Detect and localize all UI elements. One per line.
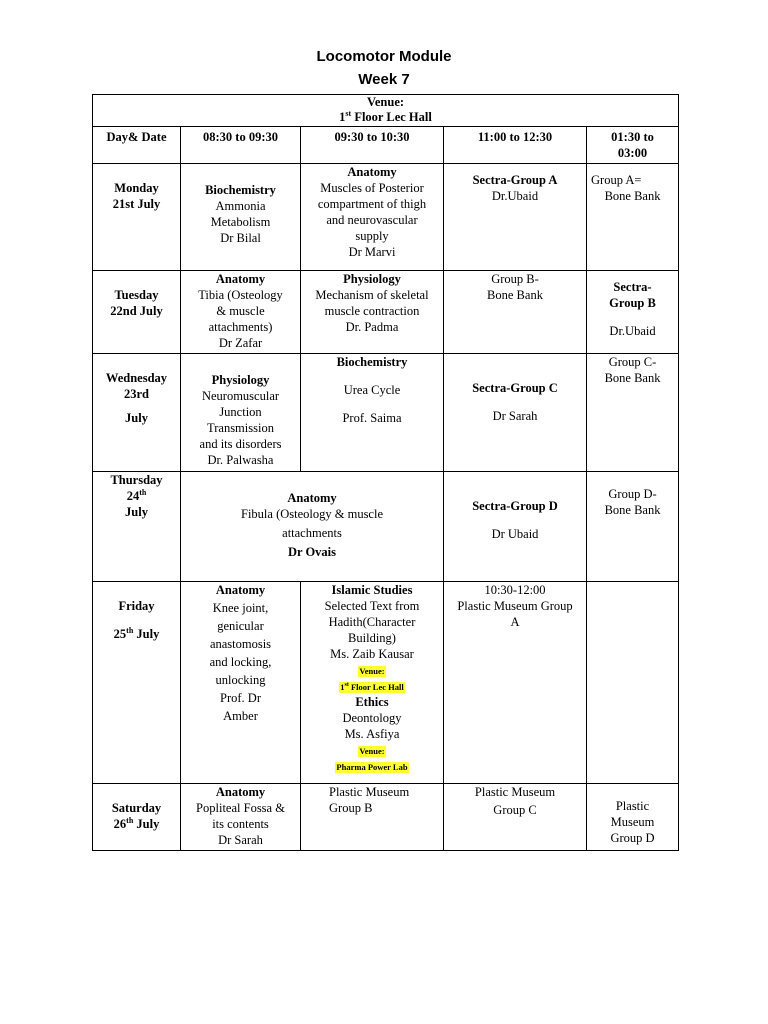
day-cell-friday: Friday 25th July	[93, 582, 181, 784]
monday-slot3: Sectra-Group A Dr.Ubaid	[444, 164, 587, 271]
tuesday-slot1: Anatomy Tibia (Osteology & muscle attachments) Dr Zafar	[181, 271, 301, 354]
venue-hall: 1st Floor Lec Hall	[339, 108, 432, 124]
thursday-slot4: Group D- Bone Bank	[587, 472, 679, 582]
thursday-slot1: Anatomy Fibula (Osteology & muscle attachments Dr Ovais	[181, 472, 444, 582]
friday-slot4	[587, 582, 679, 784]
venue-cell	[93, 95, 679, 127]
friday-venue1-label: Venue:	[359, 666, 385, 676]
monday-slot4: Group A= Bone Bank	[587, 164, 679, 271]
col-header-slot2: 09:30 to 10:30	[301, 127, 444, 164]
tuesday-slot3: Group B- Bone Bank	[444, 271, 587, 354]
saturday-slot1: Anatomy Popliteal Fossa & its contents Dr Sarah	[181, 784, 301, 851]
tuesday-slot2: Physiology Mechanism of skeletal muscle contraction Dr. Padma	[301, 271, 444, 354]
thursday-slot3: Sectra-Group D Dr Ubaid	[444, 472, 587, 582]
table-row-friday	[93, 582, 679, 784]
table-row-wednesday	[93, 354, 679, 472]
table-row-saturday	[93, 784, 679, 851]
venue-row	[93, 95, 679, 127]
tuesday-slot4: Sectra- Group B Dr.Ubaid	[587, 271, 679, 354]
friday-venue2: Pharma Power Lab	[336, 762, 408, 772]
table-row-thursday	[93, 472, 679, 582]
monday-slot1: Biochemistry Ammonia Metabolism Dr Bilal	[181, 164, 301, 271]
col-header-slot3: 11:00 to 12:30	[444, 127, 587, 164]
wednesday-slot3: Sectra-Group C Dr Sarah	[444, 354, 587, 472]
week-title: Week 7	[358, 71, 410, 88]
saturday-slot3: Plastic Museum Group C	[444, 784, 587, 851]
wednesday-slot4: Group C- Bone Bank	[587, 354, 679, 472]
day-cell-monday: Monday 21st July	[93, 164, 181, 271]
table-row-monday	[93, 164, 679, 271]
wednesday-slot2: Biochemistry Urea Cycle Prof. Saima	[301, 354, 444, 472]
schedule-table	[92, 94, 679, 851]
day-cell-saturday: Saturday 26th July	[93, 784, 181, 851]
saturday-slot4: Plastic Museum Group D	[587, 784, 679, 851]
friday-slot1: Anatomy Knee joint, genicular anastomosis and locking, unlocking Prof. Dr Amber	[181, 582, 301, 784]
header-row	[93, 127, 679, 164]
module-title: Locomotor Module	[316, 48, 452, 65]
day-cell-wednesday: Wednesday 23rd July	[93, 354, 181, 472]
friday-slot2: Islamic Studies Selected Text from Hadith(Character Building) Ms. Zaib Kausar Venue: 1st Floor Lec Hall Ethics Deontology Ms. Asfiya Venue: Pharma Power Lab	[301, 582, 444, 784]
venue-label: Venue:	[366, 95, 405, 109]
monday-slot2: Anatomy Muscles of Posterior compartment of thigh and neurovascular supply Dr Marvi	[301, 164, 444, 271]
col-header-slot1: 08:30 to 09:30	[181, 127, 301, 164]
friday-venue1: 1st Floor Lec Hall	[340, 682, 404, 692]
friday-venue2-label: Venue:	[359, 746, 385, 756]
saturday-slot2: Plastic Museum Group B	[301, 784, 444, 851]
wednesday-slot1: Physiology Neuromuscular Junction Transmission and its disorders Dr. Palwasha	[181, 354, 301, 472]
col-header-slot4: 01:30 to 03:00	[587, 127, 679, 164]
friday-slot3: 10:30-12:00 Plastic Museum Group A	[444, 582, 587, 784]
table-row-tuesday	[93, 271, 679, 354]
col-header-day: Day& Date	[93, 127, 181, 164]
day-cell-tuesday: Tuesday 22nd July	[93, 271, 181, 354]
day-cell-thursday: Thursday 24th July	[93, 472, 181, 582]
